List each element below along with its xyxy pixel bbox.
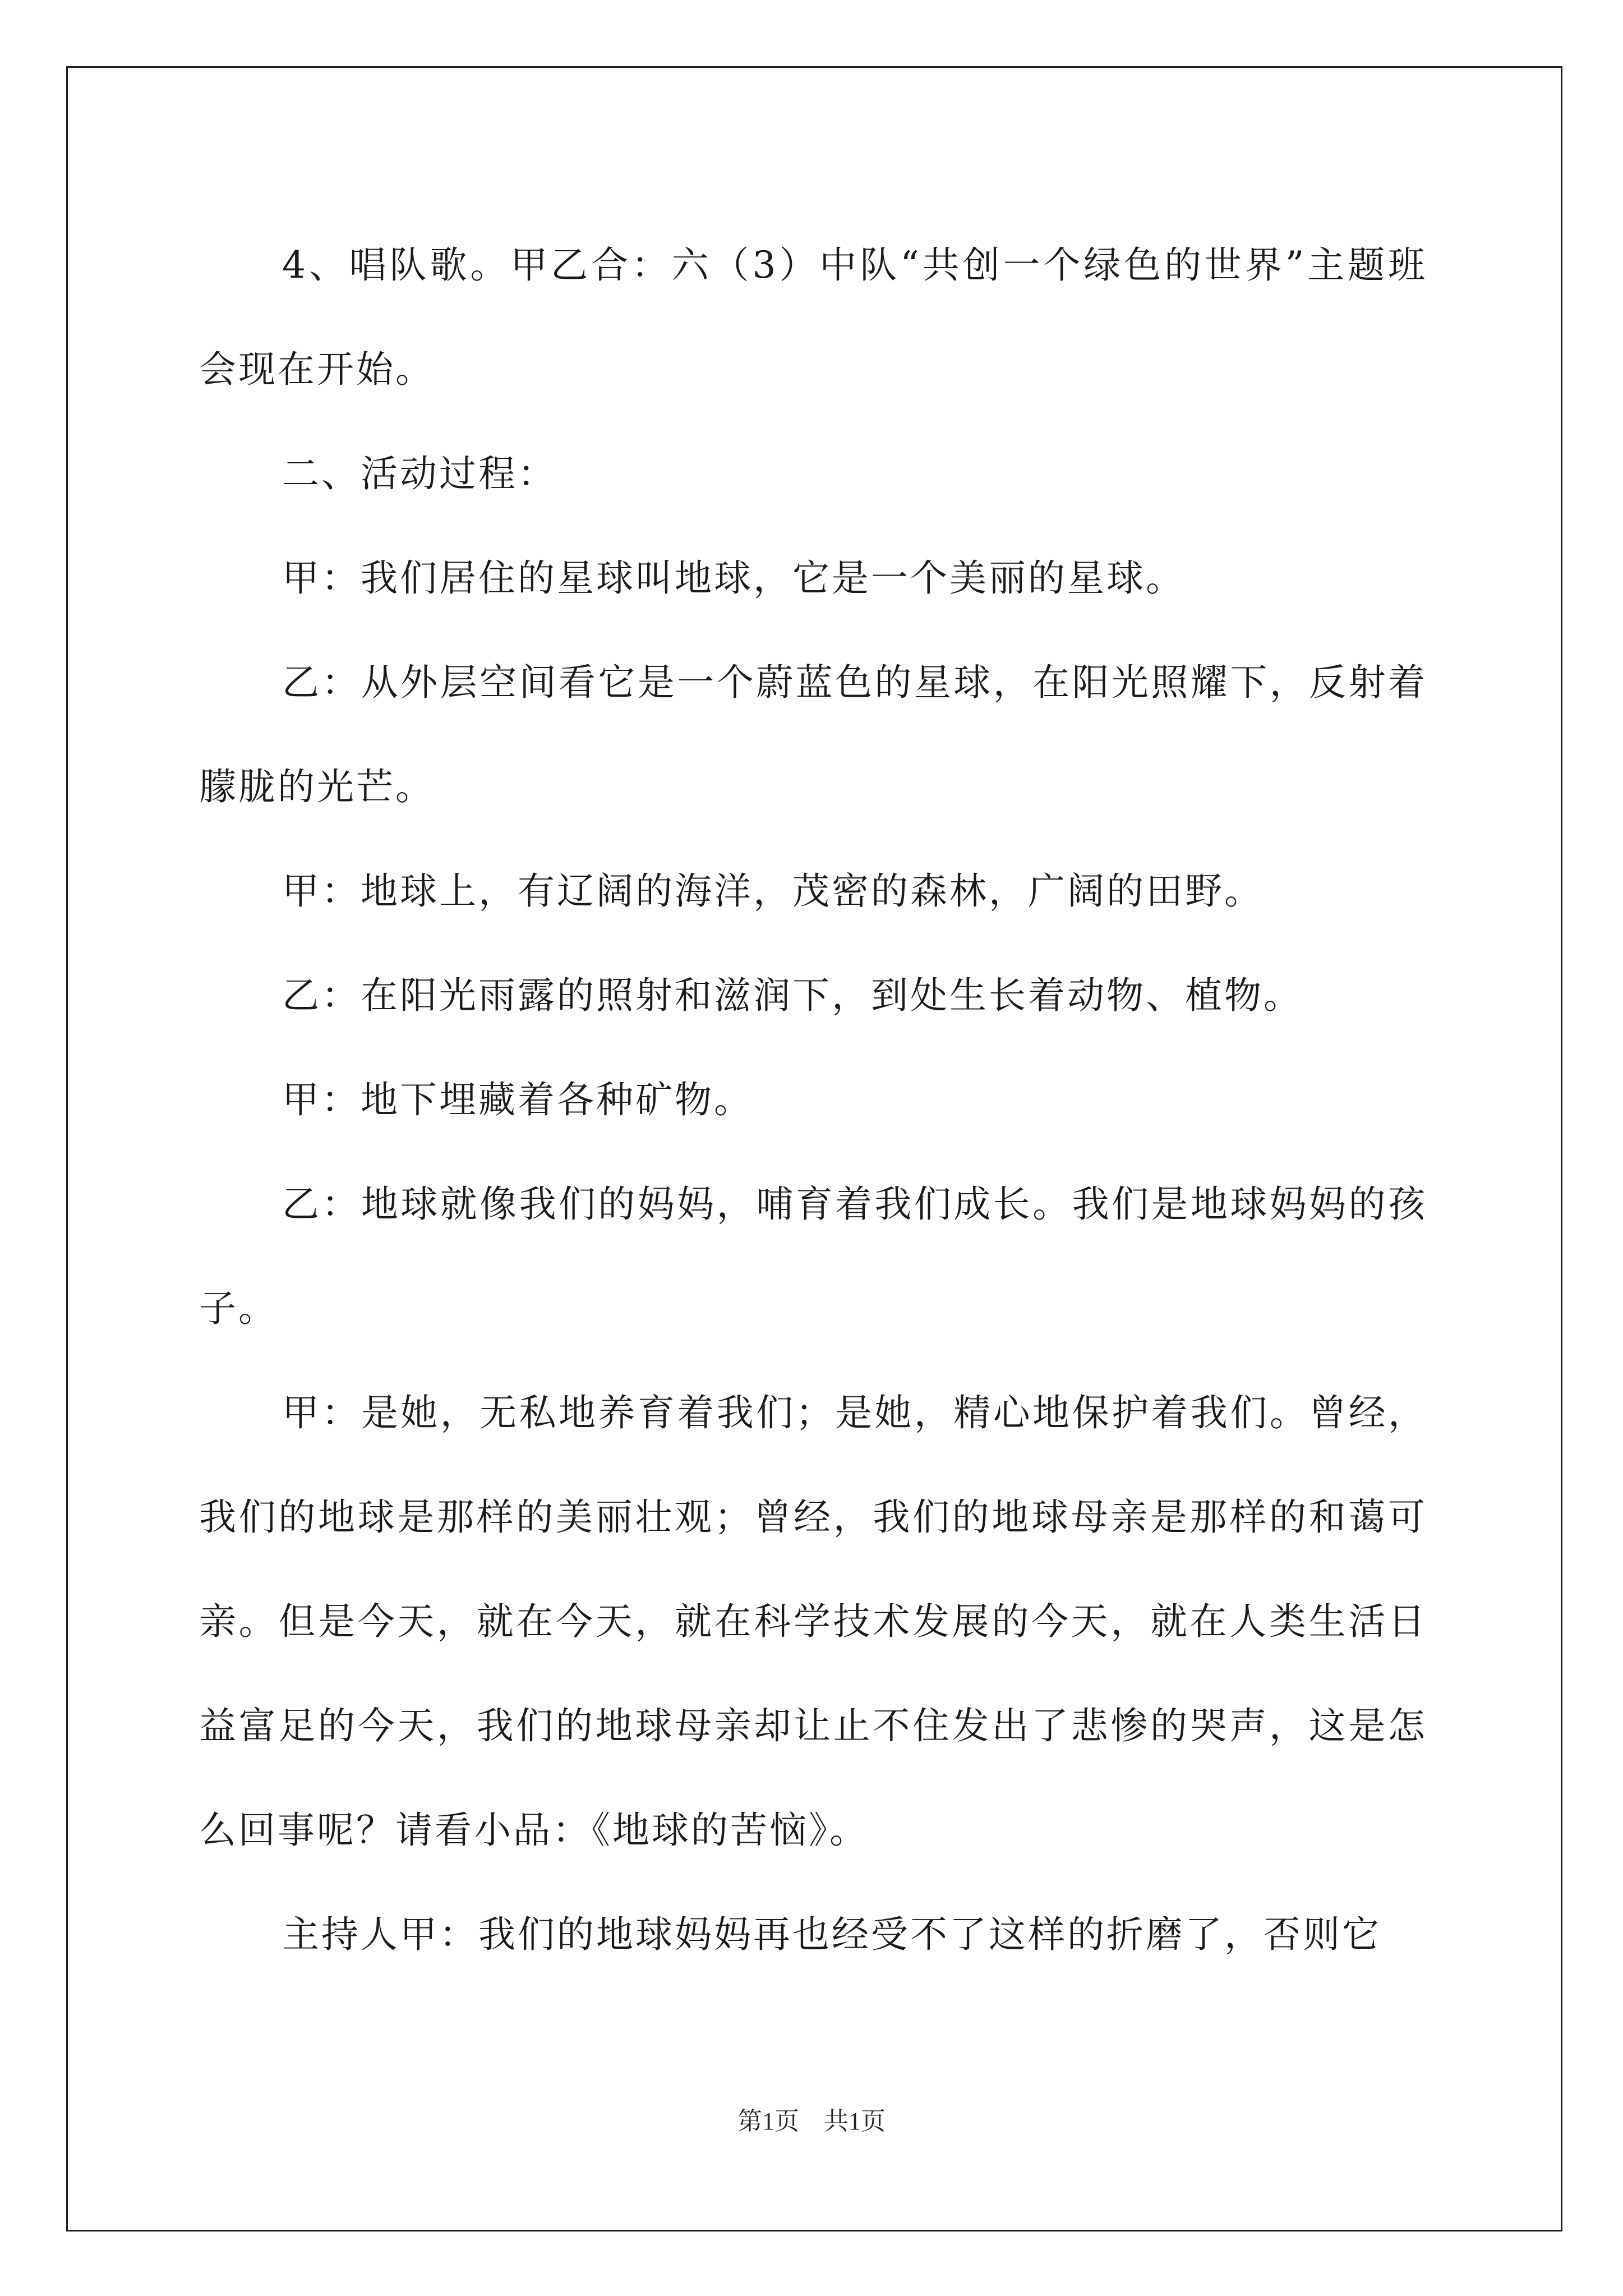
paragraph-jia-earth-surface: 甲：地球上，有辽阔的海洋，茂密的森林，广阔的田野。 <box>282 869 1264 913</box>
document-body <box>199 213 1427 1987</box>
paragraph-activity-heading: 二、活动过程： <box>282 452 557 495</box>
page-number-footer: 第1页 共1页 <box>737 2108 886 2135</box>
paragraph-jia-minerals: 甲：地下埋藏着各种矿物。 <box>282 1078 753 1121</box>
paragraph-team-song: 4、唱队歌。甲乙合：六（3）中队“共创一个绿色的世界”主题班会现在开始。 <box>199 243 1427 391</box>
paragraph-host-jia: 主持人甲：我们的地球妈妈再也经受不了这样的折磨了，否则它 <box>282 1913 1381 1956</box>
paragraph-yi-sunlight: 乙：在阳光雨露的照射和滋润下，到处生长着动物、植物。 <box>282 974 1303 1017</box>
paragraph-jia-long-speech: 甲：是她，无私地养育着我们；是她，精心地保护着我们。曾经，我们的地球是那样的美丽壮观；曾经，我们的地球母亲是那样的和蔼可亲。但是今天，就在今天，就在科学技术发展的今天，就在人类生活日益富足的今天，我们的地球母亲却让止不住发出了悲惨的哭声，这是怎么回事呢？请看小品：《地球的苦恼》。 <box>199 1391 1427 1852</box>
paragraph-yi-space-view: 乙：从外层空间看它是一个蔚蓝色的星球，在阳光照耀下，反射着朦胧的光芒。 <box>199 661 1427 808</box>
paragraph-jia-planet: 甲：我们居住的星球叫地球，它是一个美丽的星球。 <box>282 556 1185 600</box>
paragraph-yi-mother-earth: 乙：地球就像我们的妈妈，哺育着我们成长。我们是地球妈妈的孩子。 <box>199 1182 1427 1330</box>
